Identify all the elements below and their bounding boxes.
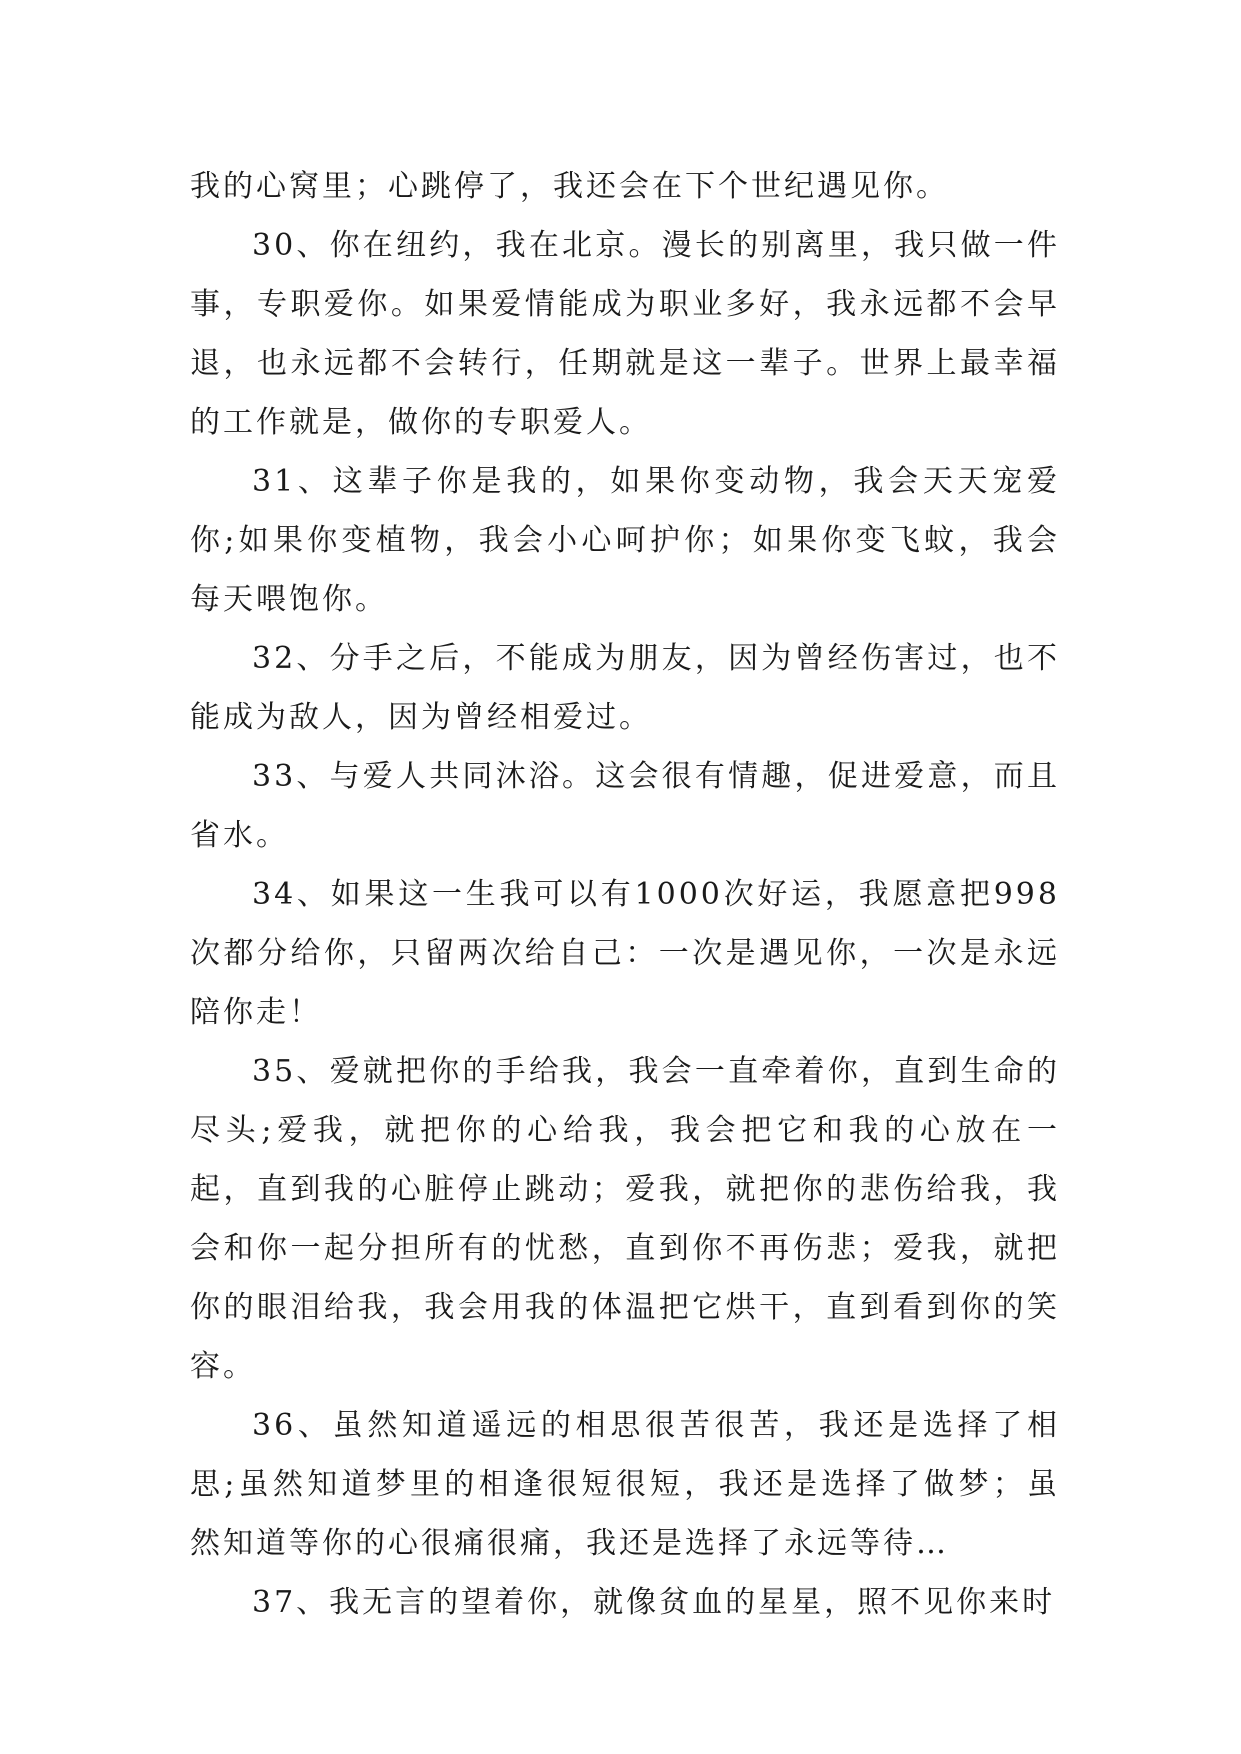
paragraph-32: 32、分手之后，不能成为朋友，因为曾经伤害过，也不能成为敌人，因为曾经相爱过。: [190, 641, 1060, 735]
paragraph-31: 31、这辈子你是我的，如果你变动物，我会天天宠爱你;如果你变植物，我会小心呵护你；如果你变飞蚊，我会每天喂饱你。: [190, 464, 1060, 617]
text-column: [190, 157, 1060, 1632]
paragraph-continuation: 我的心窝里；心跳停了，我还会在下个世纪遇见你。: [190, 169, 949, 204]
paragraph-35: 35、爱就把你的手给我，我会一直牵着你，直到生命的尽头;爱我，就把你的心给我，我会把它和我的心放在一起，直到我的心脏停止跳动；爱我，就把你的悲伤给我，我会和你一起分担所有的忧愁，直到你不再伤悲；爱我，就把你的眼泪给我，我会用我的体温把它烘干，直到看到你的笑容。: [190, 1054, 1060, 1384]
paragraph-37: 37、我无言的望着你，就像贫血的星星，照不见你来时: [252, 1585, 1056, 1620]
paragraph-36: 36、虽然知道遥远的相思很苦很苦，我还是选择了相思;虽然知道梦里的相逢很短很短，我还是选择了做梦；虽然知道等你的心很痛很痛，我还是选择了永远等待…: [190, 1408, 1060, 1561]
paragraph-30: 30、你在纽约，我在北京。漫长的别离里，我只做一件事，专职爱你。如果爱情能成为职业多好，我永远都不会早退，也永远都不会转行，任期就是这一辈子。世界上最幸福的工作就是，做你的专职爱人。: [190, 228, 1060, 440]
paragraph-33: 33、与爱人共同沐浴。这会很有情趣，促进爱意，而且省水。: [190, 759, 1060, 853]
paragraph-34: 34、如果这一生我可以有1000次好运，我愿意把998次都分给你，只留两次给自己：一次是遇见你，一次是永远陪你走！: [190, 877, 1060, 1030]
